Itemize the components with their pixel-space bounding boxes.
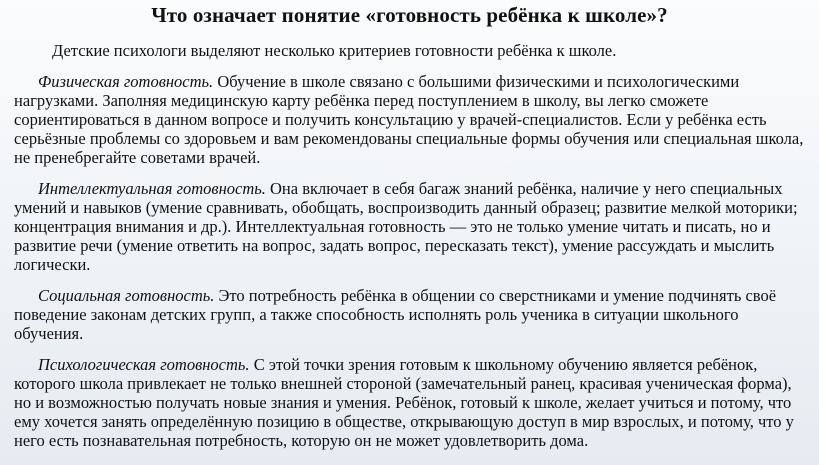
section-term: Социальная готовность.: [38, 286, 215, 305]
section-text: Она включает в себя багаж знаний ребёнка, наличие у него специальных умений и навыков (умение сравнивать, обобщать, воспроизводить данный образец; развитие мелкой моторики; концентрация внимания и др.). Интеллектуальная готовность — это не только умение читать и писать, но и развитие речи (умение ответить на вопрос, задать вопрос, пересказать текст), умение рассуждать и мыслить логически.: [14, 179, 798, 274]
section-intellectual: [14, 179, 805, 274]
section-term: Физическая готовность.: [38, 72, 214, 91]
section-term: Интеллектуальная готовность.: [38, 179, 266, 198]
section-social: [14, 286, 805, 343]
section-text: Обучение в школе связано с большими физическими и психологическими нагрузками. Заполняя медицинскую карту ребёнка перед поступлением в школу, вы легко сможете сориентироваться в данном вопросе и получить консультацию у врачей-специалистов. Если у ребёнка есть серьёзные проблемы со здоровьем и вам рекомендованы специальные формы обучения или специальная школа, не пренебрегайте советами врачей.: [14, 72, 804, 167]
section-text: Это потребность ребёнка в общении со сверстниками и умение подчинять своё поведение законам детских групп, а также способность исполнять роль ученика в ситуации школьного обучения.: [14, 286, 777, 343]
section-term: Психологическая готовность.: [38, 355, 250, 374]
section-physical: [14, 72, 805, 167]
section-psychological: [14, 355, 805, 450]
intro-paragraph: Детские психологи выделяют несколько критериев готовности ребёнка к школе.: [52, 41, 617, 60]
page-title: Что означает понятие «готовность ребёнка к школе»?: [151, 3, 668, 27]
section-text: С этой точки зрения готовым к школьному обучению является ребёнок, которого школа привлекает не только внешней стороной (замечательный ранец, красивая ученическая форма), но и возможностью получать новые знания и умения. Ребёнок, готовый к школе, желает учиться и потому, что ему хочется занять определённую позицию в обществе, открывающую доступ в мир взрослых, и потому, что у него есть познавательная потребность, которую он не может удовлетворить дома.: [14, 355, 794, 450]
